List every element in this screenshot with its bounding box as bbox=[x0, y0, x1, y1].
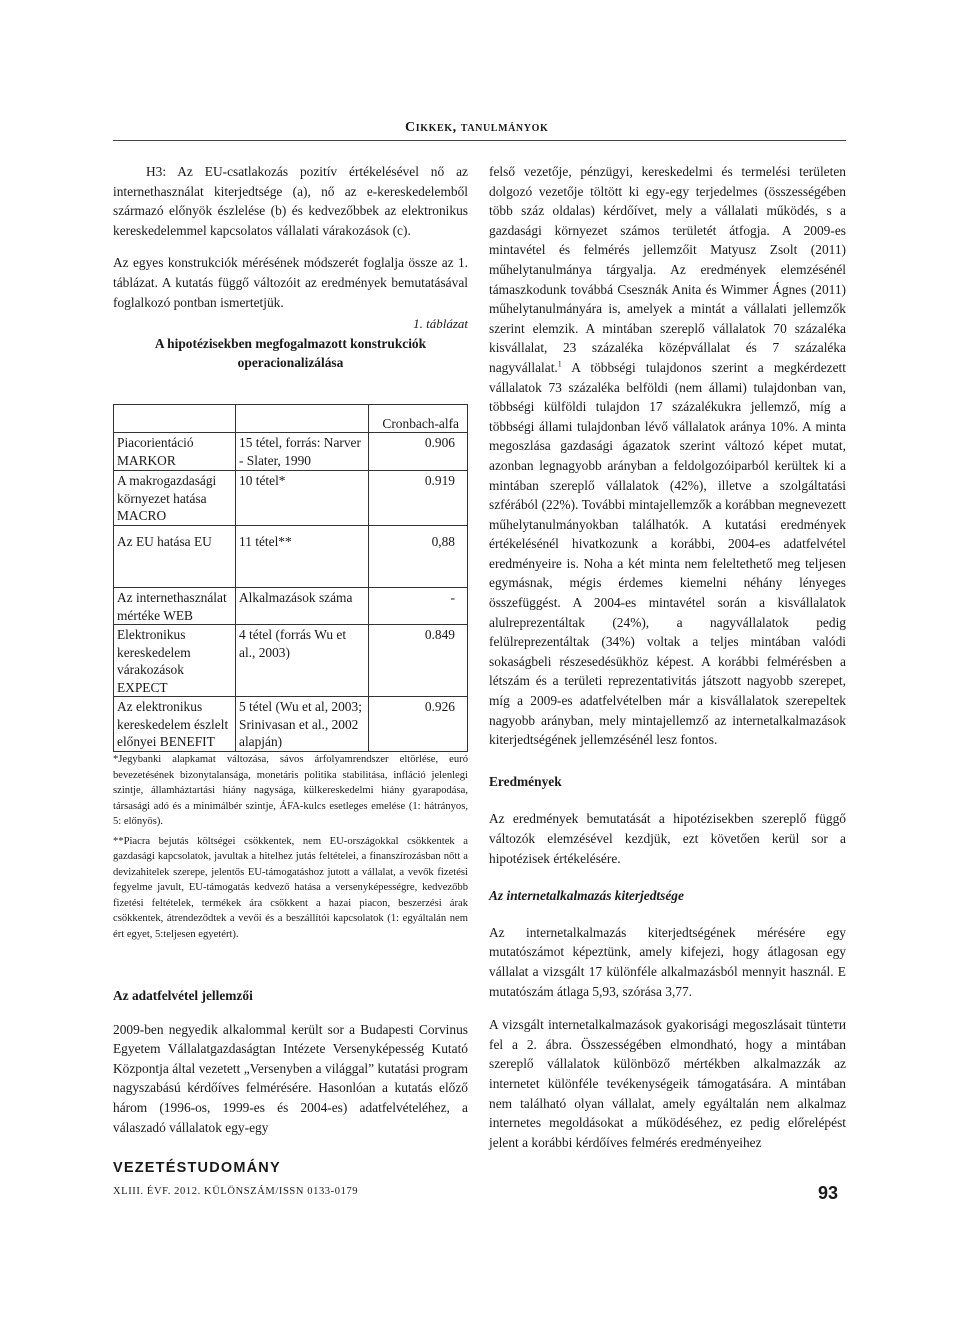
cronbach-header: Cronbach-alfa bbox=[369, 405, 468, 433]
footnote-ref: 1 bbox=[557, 359, 562, 369]
row-construct: A makrogazdasági környezet hatása MACRO bbox=[114, 471, 236, 526]
row-items: 4 tétel (forrás Wu et al., 2003) bbox=[236, 625, 369, 697]
table-row bbox=[114, 471, 468, 526]
row-items: Alkalmazások száma bbox=[236, 588, 369, 625]
sample-text-a: felső vezetője, pénzügyi, kereskedelmi és termelési területen dolgozó vezetője töltött ki egy-egy terjedelmes (összességében több száz oldalas) kérdőívet, mely a vállalati működés, s a gazdasági környezet számos területét átfogja. A 2009-es mintavétel és felmérés jellemzőit Matyusz Zsolt (2011) műhelytanulmánya tárgyalja. Az eredmények elemzésénél támaszkodunk továbbá Csesznák Anita és Wimmer Ágnes (2011) műhelytanulmányára is, amelyek a mintát a vállalati jellemzők szerint elemzik. A mintában szereplő vállalatok 70 százaléka kisvállalat, 23 százaléka középvállalat és 7 százaléka nagyvállalat. bbox=[489, 164, 846, 375]
table-row bbox=[114, 697, 468, 752]
table-header-row bbox=[114, 405, 468, 433]
row-items: 15 tétel, forrás: Narver - Slater, 1990 bbox=[236, 433, 369, 471]
row-construct: Piacorientáció MARKOR bbox=[114, 433, 236, 471]
row-alpha: 0.919 bbox=[369, 471, 468, 526]
table-title-line2: operacionalizálása bbox=[237, 354, 344, 370]
data-section-heading: Az adatfelvétel jellemzői bbox=[113, 988, 253, 1003]
row-alpha: 0.849 bbox=[369, 625, 468, 697]
table-row bbox=[114, 433, 468, 471]
sample-text-b: A többségi tulajdonos szerint a megkérdezett vállalatok 73 százaléka belföldi (nem állami) tulajdonban van, többségi külföldi tulajdon 17 százalékukra jellemző, míg a többségi állami tulajdonban lévő vállalatok aránya 10%. A minta megoszlása gazdasági ágazatok szerint változó képet mutat, azonban legnagyobb arányban a feldolgozóiparból kerültek ki a mintában szereplő vállalatok (42%), illetve a szolgáltatási szférából (22%). További mintajellemzők a korábban megnevezett műhelytanulmányokban találhatók. A kutatási eredmények értékelésénél hivatkozunk a korábbi, 2004-es adatfelvétel eredményeire is. Noha a két minta nem feleltethető meg teljesen egymásnak, mégis érdemes kiemelni néhány lényeges összefüggést. A 2004-es mintavétel során a kisvállalatok alulreprezentáltak (24%), a nagyvállalatok pedig felülreprezentáltak (34%) voltak a teljes mintában valódi sokaságbeli részesedésükhöz képest. A korábbi felmérésben a létszám és a területi reprezentativitás játszott nagyobb szerepet, míg a 2009-es adatfelvételben már a kisvállalatok szerepeltek nagyobb arányban, mely mintajellemző az internetalkalmazások kiterjedtségének jellemzésénél lesz fontos. bbox=[489, 359, 846, 748]
row-alpha: - bbox=[369, 588, 468, 625]
results-heading: Eredmények bbox=[489, 773, 562, 789]
header-rule bbox=[113, 140, 846, 141]
row-items: 11 tétel** bbox=[236, 526, 369, 588]
subsection-heading: Az internetalkalmazás kiterjedtsége bbox=[489, 888, 684, 904]
page-number: 93 bbox=[818, 1183, 839, 1203]
footnote-1: *Jegybanki alapkamat változása, sávos árfolyamrendszer eltörlése, euró bevezetésének bizonytalansága, monetáris politika stabilitása, infláció jelenlegi szintje, államháztartási hiány nagysága, külkereskedelmi hiány gyarapodása, társasági adó és a minimálbér szintje, ÁFA-kulcs esetleges emelése (1: hátrányos, 5: előnyös). bbox=[113, 754, 468, 827]
issue-info: XLIII. ÉVF. 2012. KÜLÖNSZÁM/ISSN 0133-0179 bbox=[113, 1186, 359, 1197]
table-row bbox=[114, 526, 468, 588]
table-caption: 1. táblázat bbox=[413, 316, 468, 332]
subsection-paragraph-1: Az internetalkalmazás kiterjedtségének mérésére egy mutatószámot képeztünk, amely kifejezi, hogy átlagosan egy vállalat a vizsgált 17 különféle alkalmazásból mennyit használ. E mutatószám átlaga 5,93, szórása 3,77. bbox=[489, 924, 846, 999]
row-construct: Az EU hatása EU bbox=[114, 526, 236, 588]
row-alpha: 0.926 bbox=[369, 697, 468, 752]
row-construct: Az elektronikus kereskedelem észlelt előnyei BENEFIT bbox=[114, 697, 236, 752]
sample-paragraph bbox=[489, 162, 846, 750]
table-footnotes bbox=[113, 752, 468, 942]
table-row bbox=[114, 588, 468, 625]
constructs-table bbox=[113, 404, 468, 752]
row-construct: Elektronikus kereskedelem várakozások EXPECT bbox=[114, 625, 236, 697]
row-alpha: 0.906 bbox=[369, 433, 468, 471]
footnote-2: **Piacra bejutás költségei csökkentek, nem EU-országokkal csökkentek a gazdasági kapcsolatok, javultak a hitelhez jutás feltételei, a finanszírozásban nőtt a devizahitelek szerepe, jelentős EU-támogatáshoz jutott a vállalat, a vevők fizetési fegyelme javult, EU-támogatás kedvező hatása a versenyképességre, kedvezőbb fizetési feltételek, termékek ára csökkent a hazai piacon, beszerzési árak csökkentek, átrendeződtek a vevői és a beszállítói kapcsolatok (1: egyáltalán nem ért egyet, 5:teljesen egyetért). bbox=[113, 835, 468, 940]
table-row bbox=[114, 625, 468, 697]
row-alpha: 0,88 bbox=[369, 526, 468, 588]
section-header: Cikkek, tanulmányok bbox=[405, 120, 549, 135]
table-title-line1: A hipotézisekben megfogalmazott konstrukciók bbox=[154, 335, 427, 351]
data-section bbox=[113, 986, 468, 1137]
row-items: 10 tétel* bbox=[236, 471, 369, 526]
left-column-top bbox=[113, 162, 468, 372]
hypothesis-h3: H3: Az EU-csatlakozás pozitív értékelésével nő az internethasználat kiterjedtsége (a), nő az e-kereskedelemből származó előnyök észlelése (b) és kedvezőbbek az elektronikus kereskedelemmel kapcsolatos vállalati várakozások (c). bbox=[113, 164, 468, 238]
subsection-paragraph-2: A vizsgált internetalkalmazások gyakorisági megoszlásait tüntети fel a 2. ábra. Összességében elmondható, hogy a mintában szereplő vállalatok különböző mértékben alkalmazzák az internetet különféle tevékenységeik támogatására. A mintában nem található olyan vállalat, amely egyáltalán nem alkalmaz internetes megoldásokat a működéséhez, ez pedig előrelépést jelent a korábbi kérdőíves felmérés eredményeihez bbox=[489, 1017, 846, 1150]
intro-paragraph: Az egyes konstrukciók mérésének módszerét foglalja össze az 1. táblázat. A kutatás függő változóit az eredmények bemutatásával foglalkozó pontban ismertetjük. bbox=[113, 255, 468, 310]
right-column bbox=[489, 162, 846, 1152]
row-items: 5 tétel (Wu et al, 2003; Srinivasan et al., 2002 alapján) bbox=[236, 697, 369, 752]
row-construct: Az internethasználat mértéke WEB bbox=[114, 588, 236, 625]
results-paragraph: Az eredmények bemutatását a hipotézisekben szereplő függő változók elemzésével kezdjük, ezt követően kerül sor a hipotézisek értékelésére. bbox=[489, 811, 846, 866]
data-section-body: 2009-ben negyedik alkalommal került sor a Budapesti Corvinus Egyetem Vállalatgazdaságtan Intézete Versenyképesség Kutató Központja által vezetett „Versenyben a világgal” kutatási program nagyszabású kérdőíves felmérésére. Hasonlóan a kutatás előző három (1996-os, 1999-es és 2004-es) adatfelvételéhez, a válaszadó vállalatok egy-egy bbox=[113, 1021, 468, 1135]
journal-name: VEZETÉSTUDOMÁNY bbox=[113, 1160, 281, 1176]
